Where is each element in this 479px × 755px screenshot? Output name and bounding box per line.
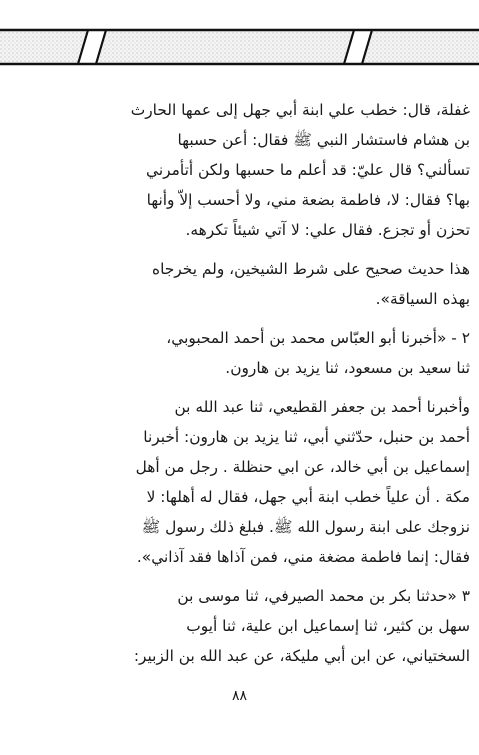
- text-line: بها؟ فقال: لا، فاطمة بضعة مني، ولا أحسب إلاّ وأنها: [146, 191, 470, 209]
- text-line: فقال: إنما فاطمة مضغة مني، فمن آذاها فقد آذاني».: [136, 548, 470, 566]
- paragraph-4: [8, 392, 470, 572]
- text-line: ثنا سعيد بن مسعود، ثنا يزيد بن هارون.: [225, 359, 470, 377]
- paragraph-2: [8, 254, 470, 314]
- page-body-text: [8, 95, 470, 680]
- page-header-ornament: [0, 0, 479, 80]
- text-line: بهذه السياقة».: [375, 290, 470, 308]
- page-number: ٨٨: [231, 688, 248, 704]
- text-line: ٣ «حدثنا بكر بن محمد الصيرفي، ثنا موسى بن: [177, 587, 470, 605]
- text-line: وأخبرنا أحمد بن جعفر القطيعي، ثنا عبد الله بن: [174, 398, 470, 416]
- text-line: سهل بن كثير، ثنا إسماعيل ابن علية، ثنا أيوب: [186, 617, 470, 635]
- text-line: هذا حديث صحيح على شرط الشيخين، ولم يخرجاه: [152, 260, 470, 278]
- header-ornament-graphic: [0, 0, 479, 80]
- paragraph-1: [8, 95, 470, 245]
- text-line: بن هشام فاستشار النبي ﷺ فقال: أعن حسبها: [177, 131, 470, 149]
- text-line: تحزن أو تجزع. فقال علي: لا آتي شيئاً تكرهه.: [185, 221, 470, 239]
- text-line: نزوجك على ابنة رسول الله ﷺ. فبلغ ذلك رسول ﷺ: [141, 518, 470, 536]
- text-line: ٢ - «أخبرنا أبو العبّاس محمد بن أحمد المحبوبي،: [166, 329, 470, 347]
- text-line: غفلة، قال: خطب علي ابنة أبي جهل إلى عمها الحارث: [130, 101, 470, 119]
- paragraph-3: [8, 323, 470, 383]
- text-line: تسألني؟ قال عليّ: قد أعلم ما حسبها ولكن أتأمرني: [146, 161, 470, 179]
- text-line: أحمد بن حنبل، حدّثني أبي، ثنا يزيد بن هارون: أخبرنا: [143, 428, 470, 446]
- text-line: مكة . أن علياً خطب ابنة أبي جهل، فقال له أهلها: لا: [146, 488, 470, 506]
- paragraph-5: [8, 581, 470, 671]
- text-line: إسماعيل بن أبي خالد، عن ابي حنظلة . رجل من أهل: [135, 458, 470, 476]
- text-line: السختياني، عن ابن أبي مليكة، عن عبد الله بن الزبير:: [133, 647, 470, 665]
